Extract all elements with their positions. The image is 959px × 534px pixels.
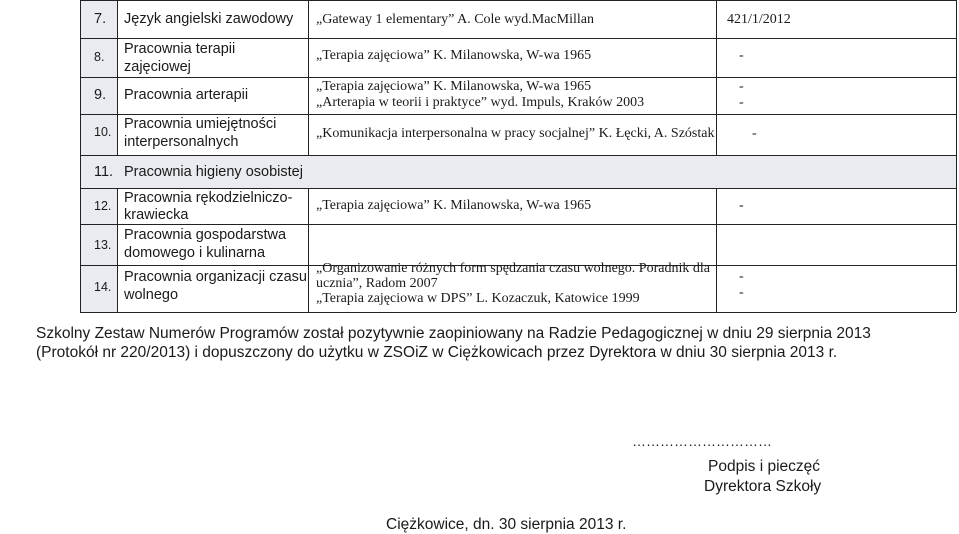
textbook: „Terapia zajęciowa w DPS” L. Kozaczuk, Katowice 1999: [316, 291, 640, 306]
place-date: Ciężkowice, dn. 30 sierpnia 2013 r.: [386, 516, 627, 533]
program-number: -: [739, 285, 744, 300]
subject-name: Pracownia umiejętności: [124, 116, 277, 132]
program-number: -: [739, 79, 744, 94]
grid-line: [117, 188, 118, 312]
subject-name: Pracownia organizacji czasu: [124, 269, 307, 285]
subject-name: Pracownia terapii: [124, 41, 236, 57]
grid-line: [80, 0, 81, 312]
subject-name: Pracownia higieny osobistej: [124, 164, 303, 180]
subject-name: Pracownia rękodzielniczo-: [124, 190, 293, 206]
program-number: -: [739, 95, 744, 110]
textbook: „Gateway 1 elementary” A. Cole wyd.MacMillan: [316, 12, 594, 27]
grid-line: [956, 0, 957, 312]
subject-name: Pracownia arterapii: [124, 87, 249, 103]
grid-line: [80, 155, 956, 156]
grid-line: [80, 77, 956, 78]
textbook: „Terapia zajęciowa” K. Milanowska, W-wa 1965: [316, 48, 592, 63]
subject-name: zajęciowej: [124, 59, 191, 75]
row-number: 12.: [94, 199, 112, 213]
program-number: -: [739, 269, 744, 284]
row-number: 8.: [94, 50, 105, 64]
textbook: „Terapia zajęciowa” K. Milanowska, W-wa 1965: [316, 79, 592, 94]
row-number: 13.: [94, 238, 112, 252]
row-number: 7.: [94, 11, 107, 27]
subject-name: Język angielski zawodowy: [124, 11, 294, 27]
approval-statement: (Protokół nr 220/2013) i dopuszczony do użytku w ZSOiZ w Ciężkowicach przez Dyrektora w dniu 30 sierpnia 2013 r.: [36, 344, 838, 361]
subject-name: interpersonalnych: [124, 134, 239, 150]
textbook: „Terapia zajęciowa” K. Milanowska, W-wa 1965: [316, 198, 592, 213]
program-number: 421/1/2012: [727, 12, 791, 27]
row-number: 14.: [94, 280, 112, 294]
grid-line: [716, 188, 717, 312]
subject-name: wolnego: [124, 287, 179, 303]
subject-name: domowego i kulinarna: [124, 245, 266, 261]
grid-line: [80, 114, 956, 115]
row-number: 11.: [94, 164, 114, 180]
textbook: „Organizowanie różnych form spędzania czasu wolnego. Poradnik dla: [316, 261, 710, 276]
grid-line: [308, 188, 309, 312]
grid-line: [80, 224, 956, 225]
program-number: -: [752, 126, 757, 141]
subject-name: Pracownia gospodarstwa: [124, 227, 287, 243]
grid-line: [80, 188, 956, 189]
grid-line: [80, 38, 956, 39]
row-number: 9.: [94, 87, 107, 103]
row-number: 10.: [94, 125, 112, 139]
program-number: -: [739, 198, 744, 213]
textbook: „Arterapia w teorii i praktyce” wyd. Impuls, Kraków 2003: [316, 95, 645, 110]
grid-line: [80, 0, 956, 1]
grid-line: [716, 0, 717, 155]
program-number: -: [739, 48, 744, 63]
grid-line: [80, 312, 956, 313]
signature-label: Podpis i pieczęć: [708, 458, 821, 475]
signature-label: Dyrektora Szkoły: [704, 478, 822, 495]
signature-dots: …………………………: [632, 433, 772, 449]
grid-line: [117, 0, 118, 155]
subject-name: krawiecka: [124, 207, 189, 223]
approval-statement: Szkolny Zestaw Numerów Programów został pozytywnie zaopiniowany na Radzie Pedagogicznej w dniu 29 sierpnia 2013: [36, 325, 871, 342]
textbook: „Komunikacja interpersonalna w pracy socjalnej” K. Łęcki, A. Szóstak: [316, 126, 715, 141]
grid-line: [308, 0, 309, 155]
textbook: ucznia”, Radom 2007: [316, 276, 438, 291]
